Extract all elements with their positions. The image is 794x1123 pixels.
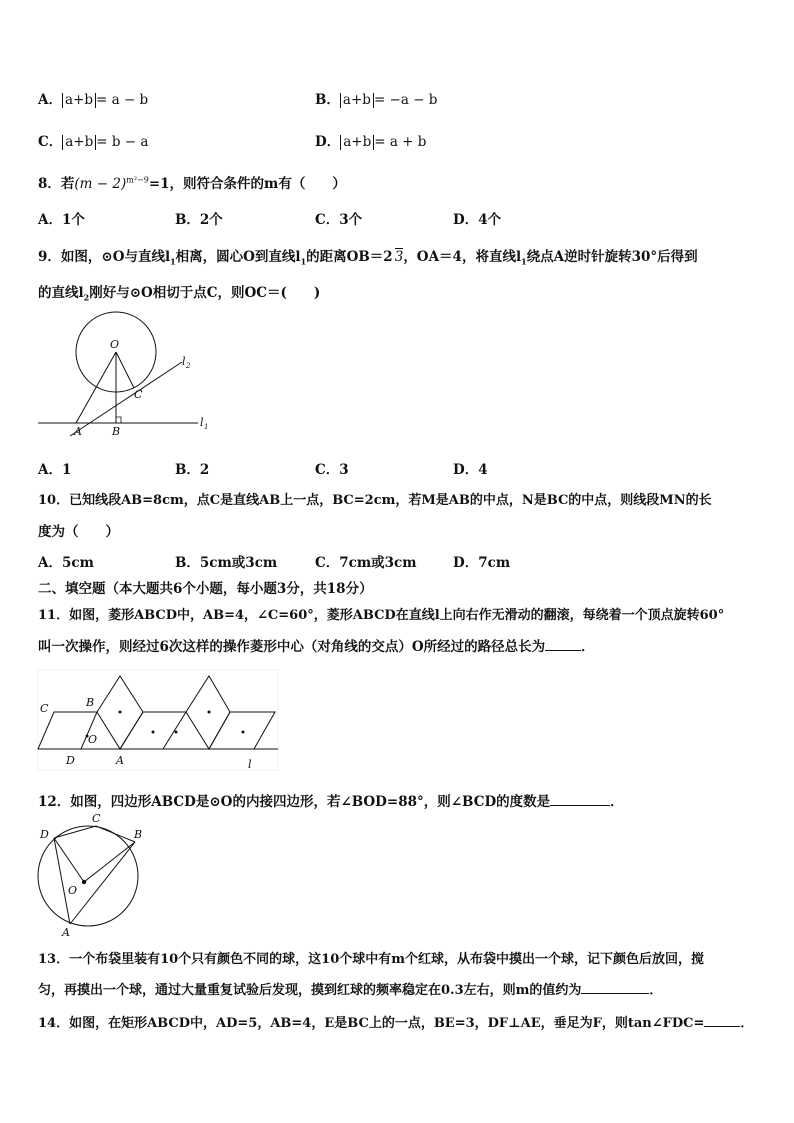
- q11-end: ．: [581, 639, 595, 655]
- q14-text: 14．如图，在矩形ABCD中，AD=5，AB=4，E是BC上的一点，BE=3，DF⊥AE，垂足为F，则tan∠FDC=: [38, 1016, 705, 1031]
- label-a: A: [116, 754, 124, 767]
- label-d: D: [40, 828, 49, 841]
- q9-text: 绕点A逆时针旋转30°后得到: [526, 249, 698, 265]
- center-dot: [82, 880, 86, 884]
- q9-text: 9．如图，⊙O与直线l: [38, 249, 171, 265]
- answer-blank[interactable]: [550, 805, 610, 806]
- q13-end: ．: [649, 983, 663, 998]
- q12-end: ．: [610, 794, 624, 810]
- q11-stem-line1: 11．如图，菱形ABCD中，AB=4，∠C=60°，菱形ABCD在直线l上向右作无滑动的翻滚，每绕着一个顶点旋转60°: [38, 608, 725, 623]
- q9-figure: [30, 310, 230, 440]
- q8-option-d: D．4个: [453, 212, 502, 228]
- q13-stem-line1: 13．一个布袋里装有10个只有颜色不同的球，这10个球中有m个红球，从布袋中摸出一个球，记下颜色后放回，搅: [38, 952, 705, 967]
- chord-da: [54, 838, 70, 924]
- option-rest: = b − a: [96, 134, 149, 150]
- label-l2-sub: 2: [186, 362, 191, 370]
- option-rest: = a − b: [96, 92, 149, 108]
- center-dot: [242, 731, 245, 734]
- q9-stem-line1: [38, 245, 698, 267]
- q10-stem-line1: 10．已知线段AB=8cm，点C是直线AB上一点，BC=2cm，若M是AB的中点，N是BC的中点，则线段MN的长: [38, 493, 712, 508]
- segment-oc: [116, 352, 134, 388]
- center-dot: [175, 731, 178, 734]
- label-l1: l: [200, 416, 204, 429]
- q8-option-c: C．3个: [315, 212, 363, 228]
- q9-sub: 1: [170, 256, 176, 267]
- q10-option-a: A．5cm: [38, 555, 94, 571]
- option-rest: = −a − b: [373, 92, 438, 108]
- sqrt-radicand: 3: [394, 249, 404, 265]
- q9-option-a: A．1: [38, 462, 72, 478]
- label-c: C: [134, 388, 143, 401]
- q9-text: 相离，圆心O到直线l: [175, 249, 301, 265]
- q8-exponent: m²−9: [126, 175, 149, 185]
- q8-base: (m − 2): [74, 176, 127, 192]
- q9-option-d: D．4: [453, 462, 488, 478]
- center-dot: [119, 711, 122, 714]
- option-letter: B．: [315, 92, 340, 108]
- section-fill-in-title: 二、填空题（本大题共6个小题，每小题3分，共18分）: [38, 581, 373, 597]
- q10-stem-line2: 度为（ ）: [38, 524, 119, 540]
- label-a: A: [74, 425, 82, 438]
- abs-expression: a+b: [340, 93, 374, 108]
- q13-text: 匀，再摸出一个球，通过大量重复试验后发现，摸到红球的频率稳定在0.3左右，则m的值约为: [38, 983, 582, 998]
- label-o: O: [110, 338, 120, 351]
- q7-option-d: [315, 130, 426, 150]
- q12-figure: [32, 812, 152, 942]
- q12-text: 12．如图，四边形ABCD是⊙O的内接四边形，若∠BOD=88°，则∠BCD的度数是: [38, 794, 551, 810]
- center-dot: [208, 711, 211, 714]
- label-b: B: [134, 828, 143, 841]
- q7-option-a: [38, 88, 148, 108]
- q9-text: ，OA＝4，将直线l: [403, 249, 522, 265]
- option-rest: = a + b: [374, 134, 427, 150]
- q14-stem: [38, 1012, 753, 1031]
- answer-blank[interactable]: [545, 650, 581, 651]
- q8-suffix: =1，则符合条件的m有（ ）: [148, 176, 346, 192]
- option-letter: C．: [38, 134, 63, 150]
- label-l2: l: [182, 355, 186, 368]
- q10-option-c: C．7cm或3cm: [315, 555, 417, 571]
- right-angle-mark: [116, 417, 121, 423]
- q9-stem-line2: [38, 281, 320, 303]
- abs-expression: a+b: [340, 135, 374, 150]
- option-letter: A．: [38, 92, 62, 108]
- q11-figure: [38, 670, 283, 775]
- q9-text: 的距离OB＝2: [306, 249, 393, 265]
- q10-option-b: B．5cm或3cm: [175, 555, 278, 571]
- label-b: B: [112, 425, 121, 438]
- q13-stem-line2: [38, 979, 662, 998]
- label-c: C: [92, 812, 101, 825]
- q7-option-b: [315, 88, 437, 108]
- q8-prefix: 8．若: [38, 176, 75, 192]
- q9-text: 的直线l: [38, 285, 84, 301]
- label-l1-sub: 1: [204, 423, 209, 431]
- label-o: O: [88, 733, 98, 746]
- chord-ba: [70, 842, 135, 924]
- q8-option-b: B．2个: [175, 212, 223, 228]
- label-b: B: [86, 696, 95, 709]
- q9-option-c: C．3: [315, 462, 349, 478]
- label-o: O: [68, 884, 78, 897]
- label-l: l: [248, 758, 252, 771]
- option-letter: D．: [315, 134, 341, 150]
- segment-oa: [76, 352, 116, 423]
- q9-sub: 2: [83, 292, 90, 303]
- q9-option-b: B．2: [175, 462, 210, 478]
- q8-option-a: A．1个: [38, 212, 85, 228]
- q9-text: 刚好与⊙O相切于点C，则OC＝( ): [89, 285, 321, 301]
- q14-end: ．: [740, 1016, 754, 1031]
- q12-stem: [38, 790, 624, 810]
- label-c: C: [40, 702, 49, 715]
- answer-blank[interactable]: [704, 1026, 740, 1027]
- q11-text: 叫一次操作，则经过6次这样的操作菱形中心（对角线的交点）O所经过的路径总长为: [38, 639, 546, 655]
- q11-stem-line2: [38, 635, 595, 655]
- answer-blank[interactable]: [581, 993, 649, 994]
- abs-expression: a+b: [62, 93, 96, 108]
- radius-ob: [84, 842, 135, 882]
- label-a: A: [62, 926, 70, 939]
- circle-o: [38, 826, 138, 926]
- q9-sub: 1: [521, 256, 527, 267]
- q8-stem: [38, 172, 346, 192]
- q10-option-d: D．7cm: [453, 555, 511, 571]
- center-dot: [152, 731, 155, 734]
- q7-option-c: [38, 130, 148, 150]
- q9-sub: 1: [300, 256, 307, 267]
- abs-expression: a+b: [62, 135, 96, 150]
- label-d: D: [66, 754, 75, 767]
